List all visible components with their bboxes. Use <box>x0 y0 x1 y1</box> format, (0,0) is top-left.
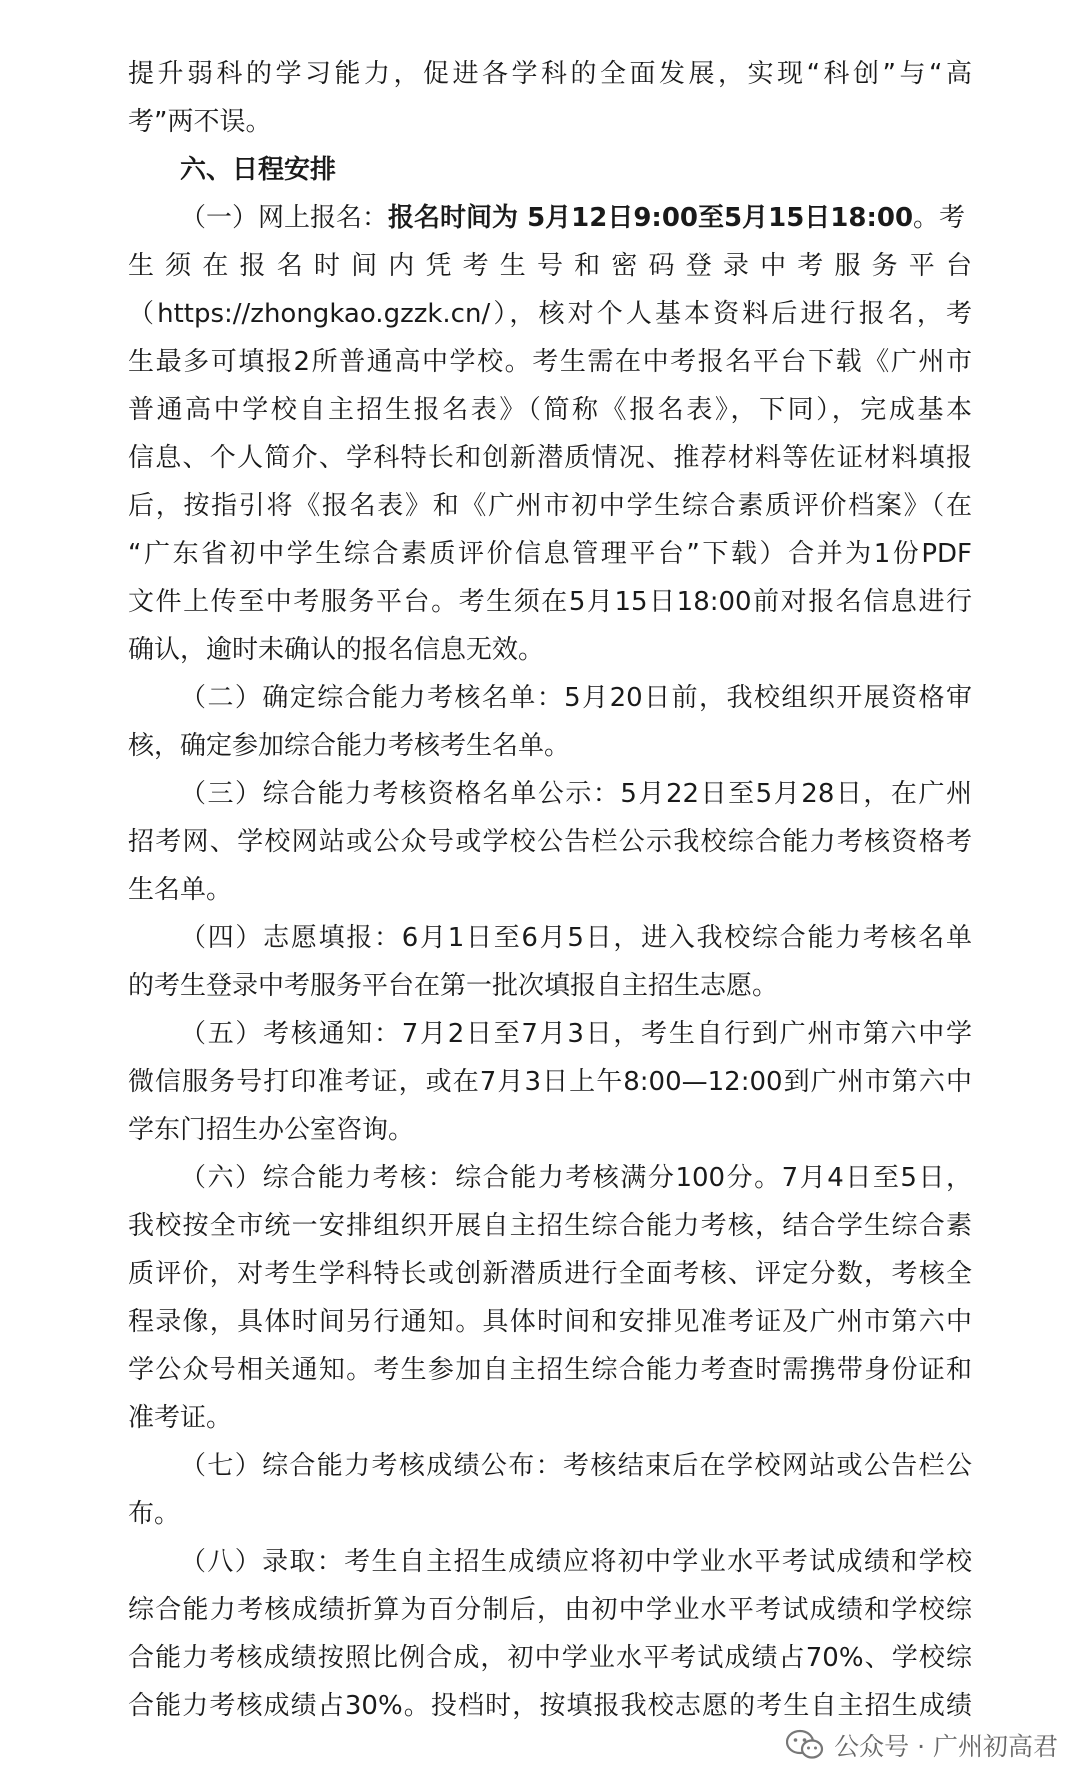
paragraph-line: 合能力考核成绩占30%。投档时，按填报我校志愿的考生自主招生成绩 <box>128 1691 972 1721</box>
paragraph-line: 生名单。 <box>128 875 233 905</box>
paragraph-line: 考”两不误。 <box>128 107 272 137</box>
paragraph-line: 文件上传至中考服务平台。考生须在5月15日18:00前对报名信息进行 <box>128 587 972 617</box>
paragraph-line: 生最多可填报2所普通高中学校。考生需在中考报名平台下载《广州市 <box>128 347 972 377</box>
paragraph-line: 综合能力考核成绩折算为百分制后，由初中学业水平考试成绩和学校综 <box>128 1595 972 1625</box>
paragraph-line: （二）确定综合能力考核名单：5月20日前，我校组织开展资格审 <box>180 683 972 713</box>
paragraph-line: （七）综合能力考核成绩公布：考核结束后在学校网站或公告栏公 <box>180 1451 972 1481</box>
paragraph-line: 核，确定参加综合能力考核考生名单。 <box>128 731 571 761</box>
paragraph-line: 布。 <box>128 1499 181 1529</box>
paragraph-line: （八）录取：考生自主招生成绩应将初中学业水平考试成绩和学校 <box>180 1547 972 1577</box>
paragraph-line: 质评价，对考生学科特长或创新潜质进行全面考核、评定分数，考核全 <box>128 1259 972 1289</box>
section-heading: 六、日程安排 <box>180 155 337 185</box>
paragraph-line: （三）综合能力考核资格名单公示：5月22日至5月28日，在广州 <box>180 779 972 809</box>
paragraph-line: 信息、个人简介、学科特长和创新潜质情况、推荐材料等佐证材料填报 <box>128 443 972 473</box>
paragraph-line: 学东门招生办公室咨询。 <box>128 1115 415 1145</box>
paragraph-line: （五）考核通知：7月2日至7月3日，考生自行到广州市第六中学 <box>180 1019 972 1049</box>
paragraph-line: 学公众号相关通知。考生参加自主招生综合能力考查时需携带身份证和 <box>128 1355 972 1385</box>
paragraph-line: 合能力考核成绩按照比例合成，初中学业水平考试成绩占70%、学校综 <box>128 1643 972 1673</box>
item-label: （一）网上报名： <box>180 203 389 233</box>
paragraph-line: 后，按指引将《报名表》和《广州市初中学生综合素质评价档案》（在 <box>128 491 972 521</box>
wechat-watermark <box>786 1725 1058 1765</box>
paragraph-line: 提升弱科的学习能力，促进各学科的全面发展，实现“科创”与“高 <box>128 59 972 89</box>
paragraph-line: 确认，逾时未确认的报名信息无效。 <box>128 635 545 665</box>
registration-time: 报名时间为 5月12日9:00至5月15日18:00 <box>388 203 914 233</box>
paragraph-line: 普通高中学校自主招生报名表》（简称《报名表》，下同），完成基本 <box>128 395 972 425</box>
sentence-tail: 。考 <box>913 203 966 233</box>
paragraph-line: 招考网、学校网站或公众号或学校公告栏公示我校综合能力考核资格考 <box>128 827 972 857</box>
paragraph-line: （四）志愿填报：6月1日至6月5日，进入我校综合能力考核名单 <box>180 923 972 953</box>
paragraph-line: 微信服务号打印准考证，或在7月3日上午8:00—12:00到广州市第六中 <box>128 1067 972 1097</box>
document-body <box>128 50 972 1730</box>
paragraph-line: 生须在报名时间内凭考生号和密码登录中考服务平台 <box>128 251 972 281</box>
watermark-text: 公众号 · 广州初高君 <box>834 1732 1058 1761</box>
paragraph-line: （https://zhongkao.gzzk.cn/），核对个人基本资料后进行报名，考 <box>128 299 972 329</box>
paragraph-line: 程录像，具体时间另行通知。具体时间和安排见准考证及广州市第六中 <box>128 1307 972 1337</box>
paragraph-line <box>128 194 972 242</box>
paragraph-line: “广东省初中学生综合素质评价信息管理平台”下载）合并为1份PDF <box>128 539 972 569</box>
paragraph-line: 准考证。 <box>128 1403 233 1433</box>
paragraph-line: （六）综合能力考核：综合能力考核满分100分。7月4日至5日， <box>180 1163 972 1193</box>
paragraph-line: 我校按全市统一安排组织开展自主招生综合能力考核，结合学生综合素 <box>128 1211 972 1241</box>
wechat-icon <box>786 1729 824 1761</box>
paragraph-line: 的考生登录中考服务平台在第一批次填报自主招生志愿。 <box>128 971 779 1001</box>
